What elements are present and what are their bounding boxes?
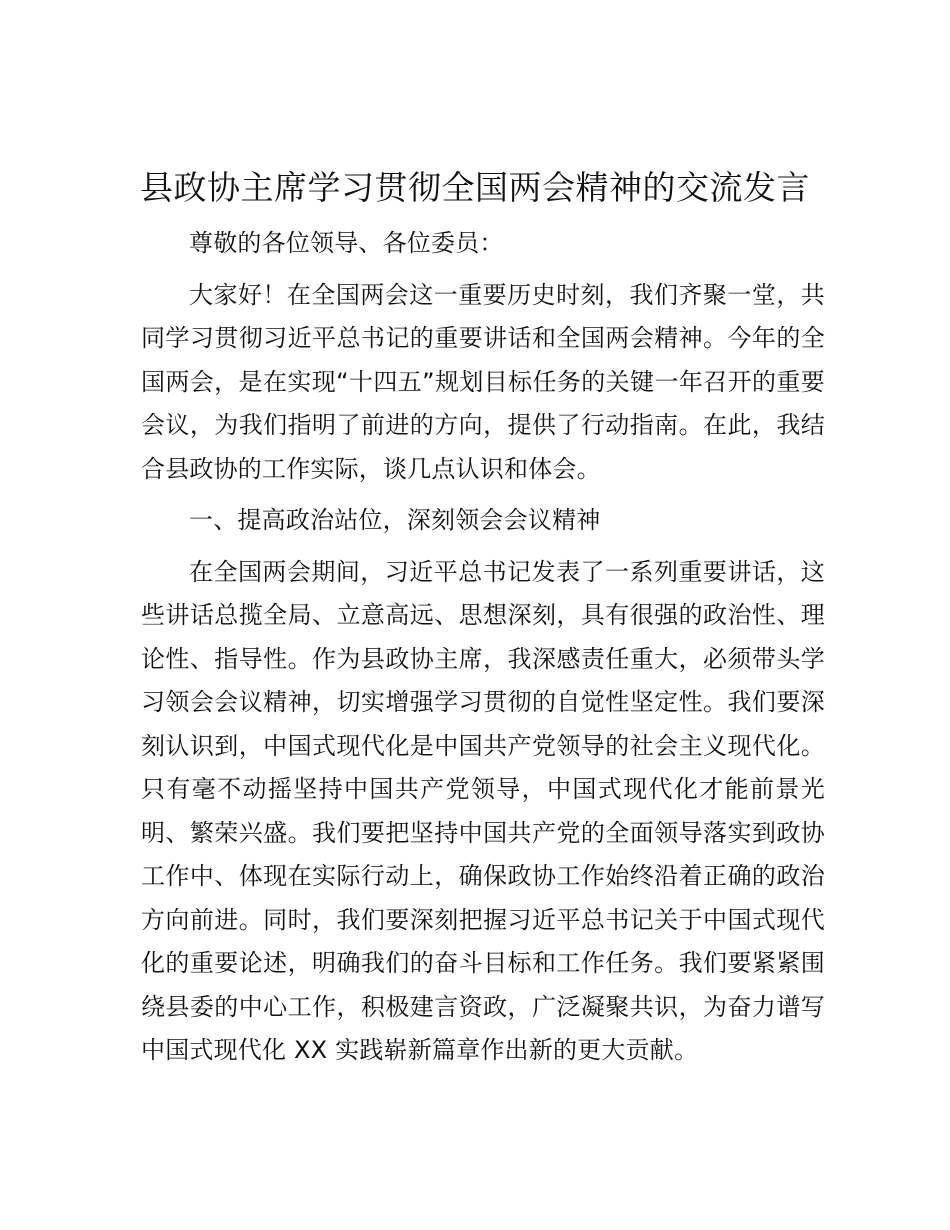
document-title: 县政协主席学习贯彻全国两会精神的交流发言 (140, 168, 810, 207)
paragraph-section-one: 在全国两会期间，习近平总书记发表了一系列重要讲话，这些讲话总揽全局、立意高远、思想深刻，具有很强的政治性、理论性、指导性。作为县政协主席，我深感责任重大，必须带头学习领会会议精神，切实增强学习贯彻的自觉性坚定性。我们要深刻认识到，中国式现代化是中国共产党领导的社会主义现代化。只有毫不动摇坚持中国共产党领导，中国式现代化才能前景光明、繁荣兴盛。我们要把坚持中国共产党的全面领导落实到政协工作中、体现在实际行动上，确保政协工作始终沿着正确的政治方向前进。同时，我们要深刻把握习近平总书记关于中国式现代化的重要论述，明确我们的奋斗目标和工作任务。我们要紧紧围绕县委的中心工作，积极建言资政，广泛凝聚共识，为奋力谱写中国式现代化 XX 实践崭新篇章作出新的更大贡献。 (141, 557, 825, 1064)
document-body (141, 222, 825, 1073)
salutation: 尊敬的各位领导、各位委员： (189, 229, 504, 257)
section-heading: 一、提高政治站位，深刻领会会议精神 (189, 506, 601, 534)
paragraph-opening: 大家好！在全国两会这一重要历史时刻，我们齐聚一堂，共同学习贯彻习近平总书记的重要讲话和全国两会精神。今年的全国两会，是在实现“十四五”规划目标任务的关键一年召开的重要会议，为我们指明了前进的方向，提供了行动指南。在此，我结合县政协的工作实际，谈几点认识和体会。 (141, 280, 825, 483)
